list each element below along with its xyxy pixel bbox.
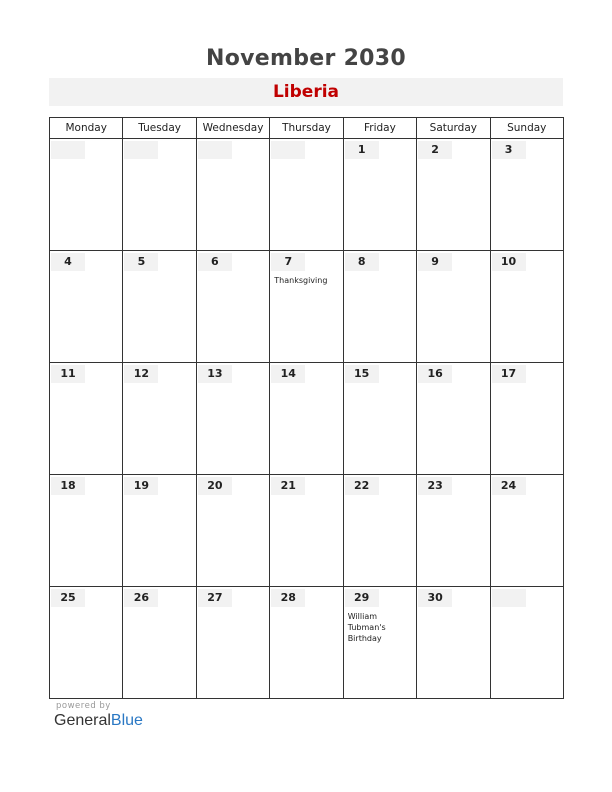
day-cell[interactable] (417, 475, 490, 587)
day-cell[interactable] (196, 587, 269, 699)
generalblue-logo[interactable] (54, 712, 143, 730)
day-cell[interactable] (123, 363, 196, 475)
day-number (492, 589, 526, 607)
day-number: 25 (51, 589, 85, 607)
day-cell[interactable] (343, 363, 416, 475)
day-number: 4 (51, 253, 85, 271)
day-cell[interactable] (270, 251, 343, 363)
weekday-header: Tuesday (123, 118, 196, 139)
day-cell[interactable] (50, 587, 123, 699)
day-cell[interactable] (196, 363, 269, 475)
day-cell[interactable] (490, 475, 563, 587)
day-cell[interactable] (50, 251, 123, 363)
weekday-header: Saturday (417, 118, 490, 139)
day-cell[interactable] (270, 363, 343, 475)
day-cell[interactable] (417, 587, 490, 699)
country-heading: Liberia (49, 78, 563, 106)
week-row (50, 363, 564, 475)
day-number: 12 (124, 365, 158, 383)
day-number: 24 (492, 477, 526, 495)
powered-by-label: powered by (56, 701, 111, 711)
day-number: 2 (418, 141, 452, 159)
day-cell[interactable] (123, 139, 196, 251)
day-number: 7 (271, 253, 305, 271)
day-cell[interactable] (270, 587, 343, 699)
day-cell[interactable] (270, 475, 343, 587)
brand-blue-text: Blue (110, 712, 143, 729)
day-cell[interactable] (196, 251, 269, 363)
day-cell[interactable] (490, 251, 563, 363)
day-cell[interactable] (196, 475, 269, 587)
week-row (50, 587, 564, 699)
weekday-header: Monday (50, 118, 123, 139)
day-number: 9 (418, 253, 452, 271)
day-cell[interactable] (417, 251, 490, 363)
day-number: 11 (51, 365, 85, 383)
week-row (50, 139, 564, 251)
day-number: 3 (492, 141, 526, 159)
holiday-label: William Tubman's Birthday (347, 612, 386, 643)
day-cell[interactable] (490, 139, 563, 251)
day-number: 17 (492, 365, 526, 383)
day-number: 5 (124, 253, 158, 271)
day-cell[interactable] (417, 363, 490, 475)
page-title: November 2030 (205, 46, 407, 71)
day-cell[interactable] (123, 475, 196, 587)
day-cell[interactable] (417, 139, 490, 251)
day-cell[interactable] (196, 139, 269, 251)
day-cell[interactable] (123, 587, 196, 699)
day-cell[interactable] (490, 363, 563, 475)
day-number: 20 (198, 477, 232, 495)
calendar-grid (49, 117, 564, 699)
day-cell[interactable] (270, 139, 343, 251)
day-number: 22 (345, 477, 379, 495)
day-cell[interactable] (123, 251, 196, 363)
day-number: 27 (198, 589, 232, 607)
day-number (124, 141, 158, 159)
day-number (198, 141, 232, 159)
day-cell[interactable] (343, 475, 416, 587)
day-number: 19 (124, 477, 158, 495)
day-number: 15 (345, 365, 379, 383)
day-cell[interactable] (343, 587, 416, 699)
day-cell[interactable] (50, 139, 123, 251)
day-cell[interactable] (490, 587, 563, 699)
day-cell[interactable] (50, 475, 123, 587)
day-number (51, 141, 85, 159)
weekday-header: Thursday (270, 118, 343, 139)
day-number: 6 (198, 253, 232, 271)
day-number: 14 (271, 365, 305, 383)
day-number: 23 (418, 477, 452, 495)
day-number: 28 (271, 589, 305, 607)
day-number: 29 (345, 589, 379, 607)
holiday-label: Thanksgiving (274, 276, 328, 285)
day-number: 26 (124, 589, 158, 607)
weekday-header: Sunday (490, 118, 563, 139)
day-cell[interactable] (50, 363, 123, 475)
day-cell[interactable] (343, 139, 416, 251)
weekday-header: Friday (343, 118, 416, 139)
day-number: 16 (418, 365, 452, 383)
weekday-header: Wednesday (196, 118, 269, 139)
day-number: 18 (51, 477, 85, 495)
day-cell[interactable] (343, 251, 416, 363)
day-number (271, 141, 305, 159)
weekday-header-row (50, 118, 564, 139)
week-row (50, 475, 564, 587)
day-number: 1 (345, 141, 379, 159)
day-number: 21 (271, 477, 305, 495)
day-number: 8 (345, 253, 379, 271)
brand-general-text: General (54, 712, 111, 729)
day-number: 10 (492, 253, 526, 271)
week-row (50, 251, 564, 363)
day-number: 13 (198, 365, 232, 383)
day-number: 30 (418, 589, 452, 607)
